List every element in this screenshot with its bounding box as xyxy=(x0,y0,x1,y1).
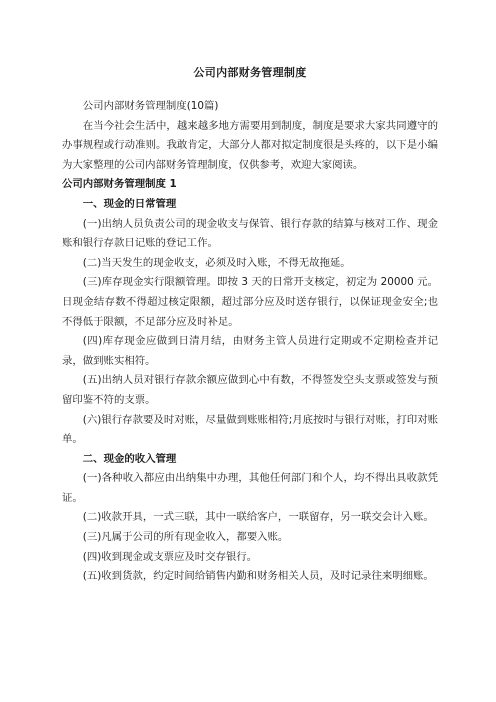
subsection-heading: 二、现金的收入管理 xyxy=(82,452,177,465)
body-paragraph: (二)收款开具，一式三联，其中一联给客户，一联留存，另一联交会计入账。 xyxy=(82,511,434,524)
body-paragraph: (四)收到现金或支票应及时交存银行。 xyxy=(82,550,258,563)
body-paragraph: (三)库存现金实行限额管理。即按 3 天的日常开支核定，初定为 20000 元。日现金结存数不得超过核定限额，超过部分应及时送存银行，以保证现金安全;也不得低于限额，不足部分应及时补足。 xyxy=(62,276,438,328)
body-paragraph: (二)当天发生的现金收支，必须及时入账，不得无故拖延。 xyxy=(82,256,351,269)
body-paragraph: (一)出纳人员负责公司的现金收支与保管、银行存款的结算与核对工作、现金账和银行存款日记账的登记工作。 xyxy=(62,217,438,250)
body-paragraph: (六)银行存款要及时对账，尽量做到账账相符;月底按时与银行对账，打印对账单。 xyxy=(62,413,438,446)
section-heading: 公司内部财务管理制度 1 xyxy=(62,178,177,191)
body-paragraph: (四)库存现金应做到日清月结，由财务主管人员进行定期或不定期检查并记录，做到账实相符。 xyxy=(62,335,438,367)
body-paragraph: (一)各种收入都应由出纳集中办理，其他任何部门和个人，均不得出具收款凭证。 xyxy=(62,472,438,504)
doc-subtitle: 公司内部财务管理制度(10篇) xyxy=(82,100,219,112)
document-title: 公司内部财务管理制度 xyxy=(193,66,307,79)
body-paragraph: (五)出纳人员对银行存款余额应做到心中有数，不得签发空头支票或签发与预留印鉴不符的支票。 xyxy=(62,374,438,406)
subsection-heading: 一、现金的日常管理 xyxy=(82,197,177,210)
body-paragraph: (五)收到货款，约定时间给销售内勤和财务相关人员，及时记录往来明细账。 xyxy=(82,570,434,583)
body-paragraph: (三)凡属于公司的所有现金收入，都要入账。 xyxy=(82,531,289,544)
intro-paragraph: 在当今社会生活中，越来越多地方需要用到制度，制度是要求大家共同遵守的办事规程或行动准则。我敢肯定，大部分人都对拟定制度很是头疼的，以下是小编为大家整理的公司内部财务管理制度，仅供参考，欢迎大家阅读。 xyxy=(62,119,438,171)
